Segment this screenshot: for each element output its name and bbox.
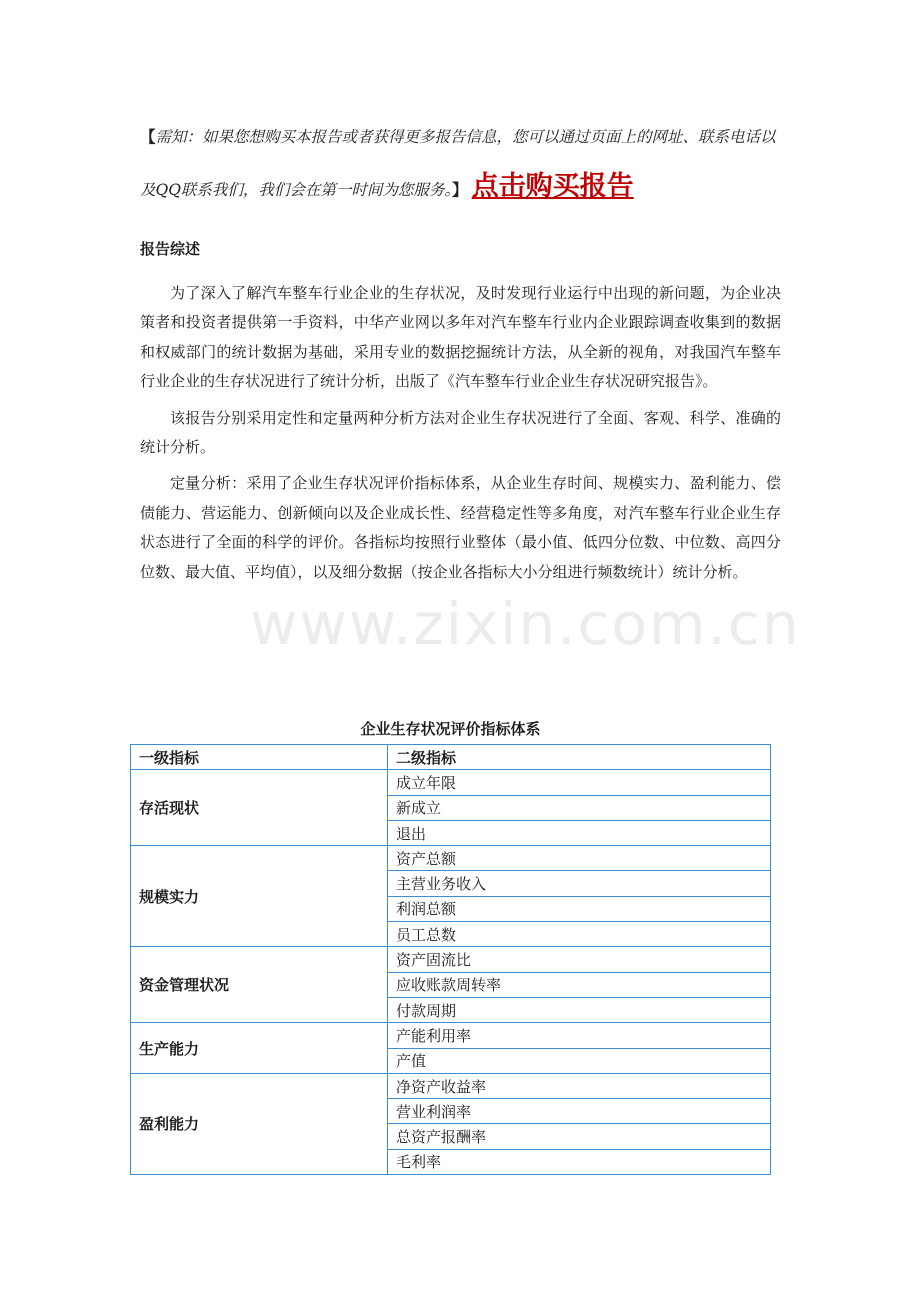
table-row — [131, 770, 771, 795]
section-title: 报告综述 — [140, 240, 201, 258]
purchase-notice — [140, 112, 790, 215]
level2-indicator: 退出 — [388, 820, 771, 845]
table-row — [131, 1023, 771, 1048]
indicator-table — [130, 744, 771, 1175]
table-header-row — [131, 745, 771, 770]
paragraph: 为了深入了解汽车整车行业企业的生存状况，及时发现行业运行中出现的新问题，为企业决策者和投资者提供第一手资料，中华产业网以多年对汽车整车行业内企业跟踪调查收集到的数据和权威部门的统计数据为基础，采用专业的数据挖掘统计方法，从全新的视角，对我国汽车整车行业企业的生存状况进行了统计分析，出版了《汽车整车行业企业生存状况研究报告》。 — [140, 284, 781, 391]
notice-open-bracket: 【 — [140, 127, 156, 146]
level2-indicator: 毛利率 — [388, 1149, 771, 1174]
paragraph: 定量分析：采用了企业生存状况评价指标体系，从企业生存时间、规模实力、盈利能力、偿债能力、营运能力、创新倾向以及企业成长性、经营稳定性等多角度，对汽车整车行业企业生存状态进行了全面的科学的评价。各指标均按照行业整体（最小值、低四分位数、中位数、高四分位数、最大值、平均值），以及细分数据（按企业各指标大小分组进行频数统计）统计分析。 — [140, 474, 781, 581]
paragraph: 该报告分别采用定性和定量两种分析方法对企业生存状况进行了全面、客观、科学、准确的统计分析。 — [140, 408, 781, 457]
level2-indicator: 成立年限 — [388, 770, 771, 795]
table-caption: 企业生存状况评价指标体系 — [360, 720, 541, 738]
notice-text: 需知：如果您想购买本报告或者获得更多报告信息，您可以通过页面上的网址、联系电话以及QQ联系我们，我们会在第一时间为您服务。 — [140, 128, 776, 199]
level2-indicator: 付款周期 — [388, 997, 771, 1022]
report-summary — [140, 279, 781, 594]
header-level1: 一级指标 — [131, 745, 388, 770]
level1-indicator: 生产能力 — [131, 1023, 388, 1074]
level1-indicator: 存活现状 — [131, 770, 388, 846]
level2-indicator: 净资产收益率 — [388, 1073, 771, 1098]
level2-indicator: 员工总数 — [388, 922, 771, 947]
level1-indicator: 资金管理状况 — [131, 947, 388, 1023]
level2-indicator: 应收账款周转率 — [388, 972, 771, 997]
level2-indicator: 资产总额 — [388, 846, 771, 871]
level2-indicator: 利润总额 — [388, 896, 771, 921]
notice-close-bracket: 】 — [452, 180, 468, 199]
level2-indicator: 营业利润率 — [388, 1099, 771, 1124]
level1-indicator: 规模实力 — [131, 846, 388, 947]
level2-indicator: 产值 — [388, 1048, 771, 1073]
level1-indicator: 盈利能力 — [131, 1073, 388, 1174]
table-row — [131, 846, 771, 871]
level2-indicator: 资产固流比 — [388, 947, 771, 972]
buy-report-link[interactable]: 点击购买报告 — [471, 171, 634, 202]
header-level2: 二级指标 — [388, 745, 771, 770]
table-row — [131, 947, 771, 972]
watermark: www.zixin.com.cn — [250, 590, 801, 658]
level2-indicator: 主营业务收入 — [388, 871, 771, 896]
level2-indicator: 产能利用率 — [388, 1023, 771, 1048]
table-row — [131, 1073, 771, 1098]
level2-indicator: 总资产报酬率 — [388, 1124, 771, 1149]
level2-indicator: 新成立 — [388, 795, 771, 820]
